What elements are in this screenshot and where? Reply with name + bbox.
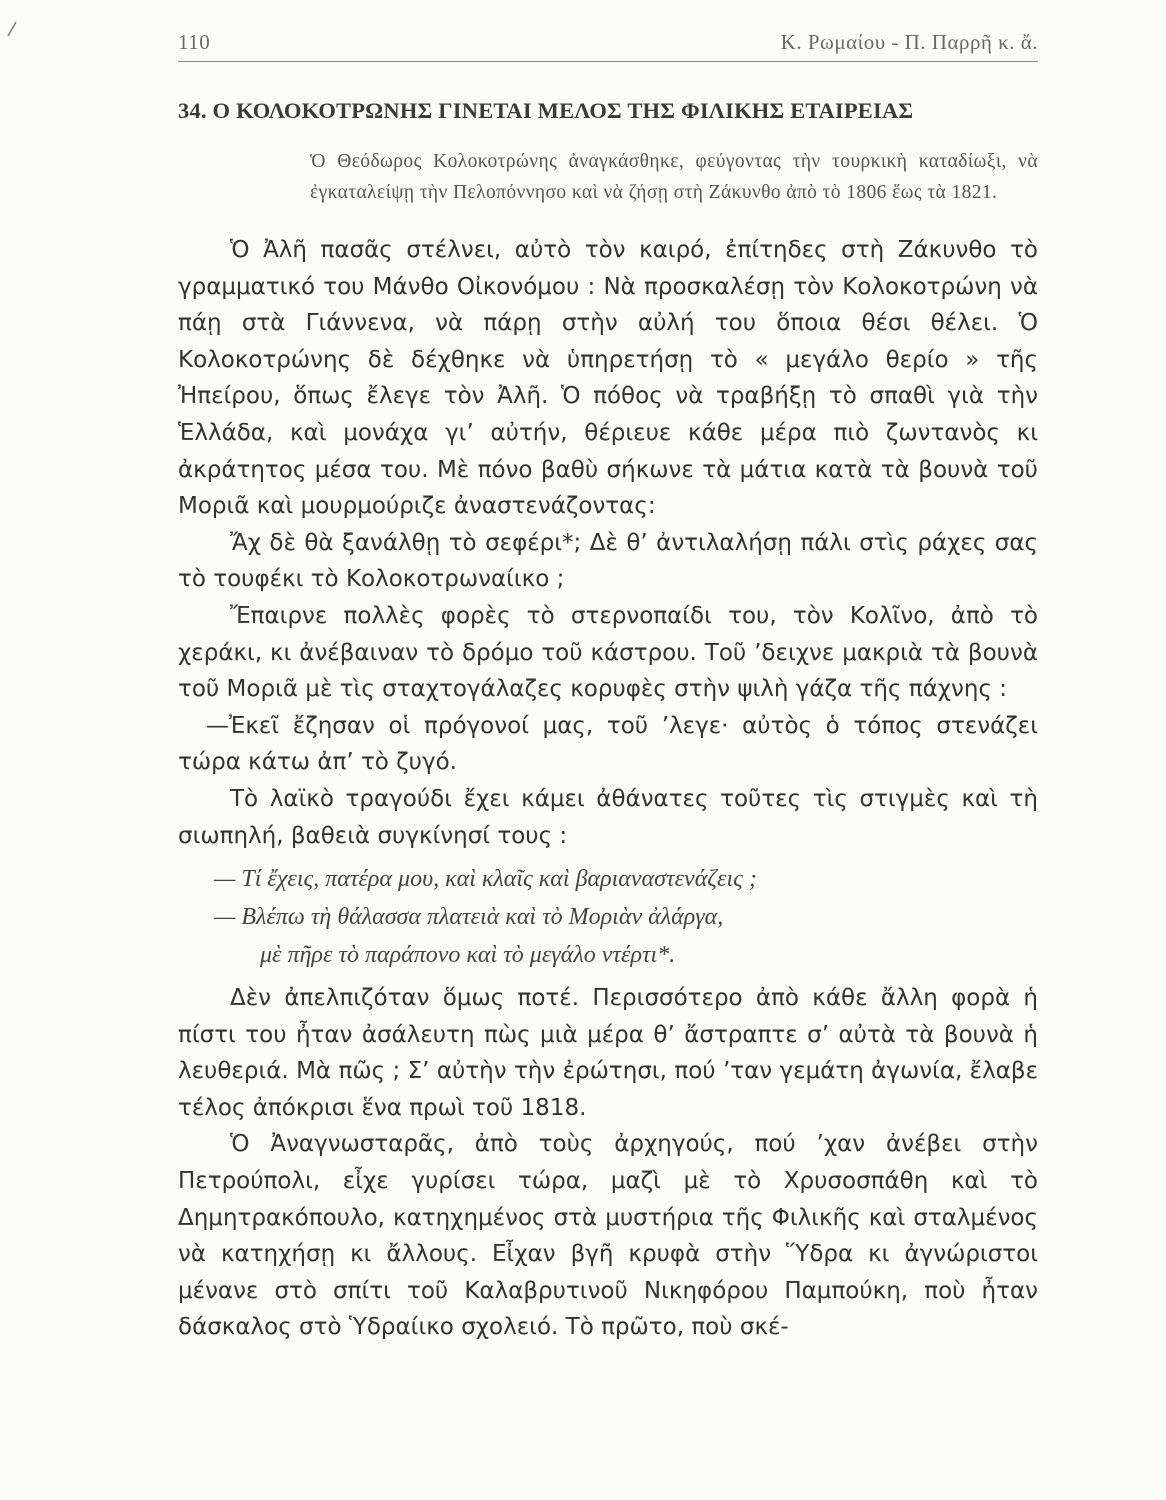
- paragraph-6: Δὲν ἀπελπιζόταν ὅμως ποτέ. Περισσότερο ἀπὸ κάθε ἄλλη φορὰ ἡ πίστι του ἦταν ἀσάλευτη πὼς μιὰ μέρα θ’ ἄστραπτε σ’ αὐτὰ τὰ βουνὰ ἡ λευθεριά. Μὰ πῶς ; Σ’ αὐτὴν τὴν ἐρώτησι, πού ’ταν γεμάτη ἀγωνία, ἔλαβε τέλος ἀπόκρισι ἕνα πρωὶ τοῦ 1818.: [178, 985, 1038, 1121]
- pencil-mark: [0, 0, 20, 40]
- running-head-authors: Κ. Ρωμαίου - Π. Παρρῆ κ. ἄ.: [780, 30, 1038, 54]
- book-page: [178, 30, 1038, 1346]
- chapter-summary: Ὁ Θεόδωρος Κολοκοτρώνης ἀναγκάσθηκε, φεύγοντας τὴν τουρκικὴ καταδίωξι, νὰ ἐγκαταλείψῃ τὴν Πελοπόννησο καὶ νὰ ζήσῃ στὴ Ζάκυνθο ἀπὸ τὸ 1806 ἕως τὰ 1821.: [310, 151, 1038, 203]
- paragraph-1: Ὁ Ἀλῆ πασᾶς στέλνει, αὐτὸ τὸν καιρό, ἐπίτηδες στὴ Ζάκυνθο τὸ γραμματικό του Μάνθο Οἰκονόμου : Νὰ προσκαλέσῃ τὸν Κολοκοτρώνη νὰ πάῃ στὰ Γιάννενα, νὰ πάρῃ στὴν αὐλή του ὅποια θέσι θέλει. Ὁ Κολοκοτρώνης δὲ δέχθηκε νὰ ὑπηρετήσῃ τὸ « μεγάλο θερίο » τῆς Ἠπείρου, ὅπως ἔλεγε τὸν Ἀλῆ. Ὁ πόθος νὰ τραβήξῃ τὸ σπαθὶ γιὰ τὴν Ἑλλάδα, καὶ μονάχα γι’ αὐτήν, θέριευε κάθε μέρα πιὸ ζωντανὸς κι ἀκράτητος μέσα του. Μὲ πόνο βαθὺ σήκωνε τὰ μάτια κατὰ τὰ βουνὰ τοῦ Μοριᾶ καὶ μουρμούριζε ἀναστενάζοντας:: [178, 237, 1038, 520]
- paragraph-4: —Ἐκεῖ ἔζησαν οἱ πρόγονοί μας, τοῦ ’λεγε· αὐτὸς ὁ τόπος στενάζει τώρα κάτω ἀπ’ τὸ ζυγό.: [178, 712, 1038, 776]
- verse-line: μὲ πῆρε τὸ παράπονο καὶ τὸ μεγάλο ντέρτι*.: [260, 942, 676, 969]
- paragraph-5: Τὸ λαϊκὸ τραγούδι ἔχει κάμει ἀθάνατες τοῦτες τὶς στιγμὲς καὶ τὴ σιωπηλή, βαθειὰ συγκίνησί τους :: [178, 785, 1038, 849]
- body-text: [178, 232, 1038, 1346]
- verse-line: — Βλέπω τὴ θάλασσα πλατειὰ καὶ τὸ Μοριὰν ἀλάργα,: [214, 904, 724, 931]
- verse-line: — Τί ἔχεις, πατέρα μου, καὶ κλαῖς καὶ βαριαναστενάζεις ;: [214, 866, 757, 893]
- chapter-title: 34. Ο ΚΟΛΟΚΟΤΡΩΝΗΣ ΓΙΝΕΤΑΙ ΜΕΛΟΣ ΤΗΣ ΦΙΛΙΚΗΣ ΕΤΑΙΡΕΙΑΣ: [178, 98, 914, 123]
- paragraph-2: Ἄχ δὲ θὰ ξανάλθῃ τὸ σεφέρι*; Δὲ θ’ ἀντιλαλήσῃ πάλι στὶς ράχες σας τὸ τουφέκι τὸ Κολοκοτρωναίικο ;: [178, 529, 1038, 593]
- page-number: 110: [178, 30, 211, 54]
- running-head: [178, 30, 1038, 62]
- paragraph-3: Ἔπαιρνε πολλὲς φορὲς τὸ στερνοπαίδι του, τὸν Κολῖνο, ἀπὸ τὸ χεράκι, κι ἀνέβαιναν τὸ δρόμο τοῦ κάστρου. Τοῦ ’δειχνε μακριὰ τὰ βουνὰ τοῦ Μοριᾶ μὲ τὶς σταχτογάλαζες κορυφὲς στὴν ψιλὴ γάζα τῆς πάχνης :: [178, 602, 1038, 703]
- folk-song-verse: [178, 860, 1038, 974]
- paragraph-7: Ὁ Ἀναγνωσταρᾶς, ἀπὸ τοὺς ἀρχηγούς, πού ’χαν ἀνέβει στὴν Πετρούπολι, εἶχε γυρίσει τώρα, μαζὶ μὲ τὸ Χρυσοσπάθη καὶ τὸ Δημητρακόπουλο, κατηχημένος στὰ μυστήρια τῆς Φιλικῆς καὶ σταλμένος νὰ κατηχήσῃ κι ἄλλους. Εἶχαν βγῆ κρυφὰ στὴν Ὕδρα κι ἀγνώριστοι μένανε στὸ σπίτι τοῦ Καλαβρυτινοῦ Νικηφόρου Παμπούκη, ποὺ ἦταν δάσκαλος στὸ Ὑδραίικο σχολειό. Τὸ πρῶτο, ποὺ σκέ-: [178, 1131, 1038, 1341]
